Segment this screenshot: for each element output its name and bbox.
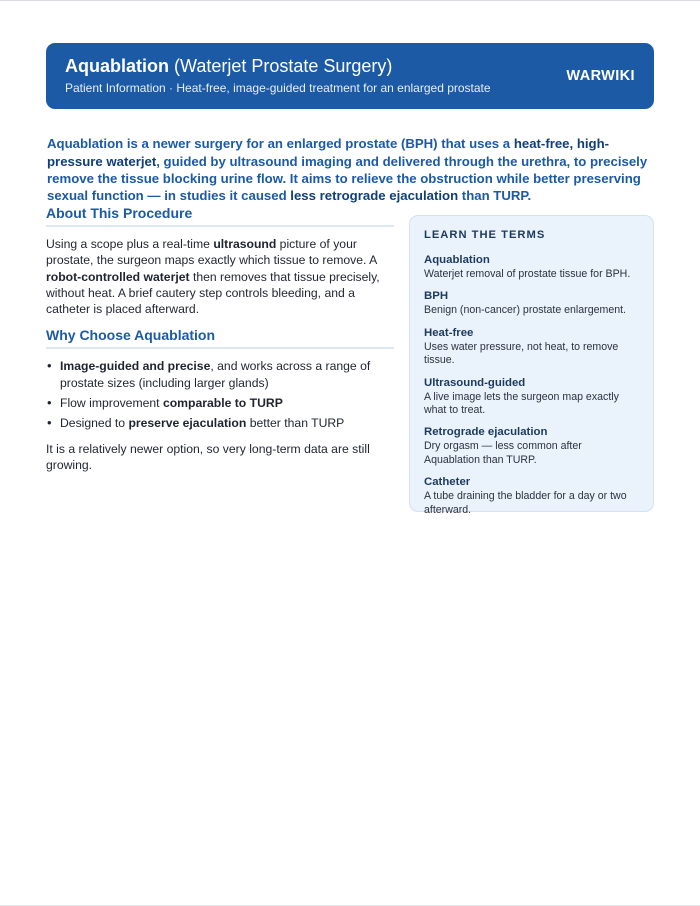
list-item [60, 358, 394, 391]
term-item [424, 475, 639, 517]
term-item [424, 376, 639, 418]
about-bold-2: robot-controlled waterjet [46, 269, 190, 284]
term-item [424, 253, 639, 281]
term-definition: Uses water pressure, not heat, to remove tissue. [424, 340, 619, 367]
bullet-bold: comparable to TURP [162, 396, 283, 411]
why-bullet-list [46, 358, 394, 431]
bullet-bold: preserve ejaculation [128, 416, 247, 431]
why-heading: Why Choose Aquablation [46, 327, 394, 349]
term-definition: A live image lets the surgeon map exactly what to treat. [424, 390, 619, 417]
about-bold-1: ultrasound [213, 237, 277, 251]
term-item [424, 326, 639, 368]
page-subtitle: Patient Information · Heat-free, image-guided treatment for an enlarged prostate [65, 81, 491, 95]
intro-text-1: Aquablation is a newer surgery for an enlarged prostate (BPH) that uses a [47, 136, 514, 152]
term-name: Ultrasound-guided [424, 376, 526, 389]
page-title [65, 56, 392, 77]
intro-text-2: , guided by ultrasound imaging and delivered through the urethra, to precisely remove the tissue blocking urine flow. It aims to relieve the obstruction while better preserving sexual function — in studies it caused [47, 153, 648, 204]
bullet-text: Flow improvement [60, 396, 163, 411]
term-definition: Benign (non-cancer) prostate enlargement. [424, 304, 626, 317]
term-name: Retrograde ejaculation [424, 426, 548, 439]
term-definition: Dry orgasm — less common after Aquablation than TURP. [424, 440, 582, 466]
terms-title: LEARN THE TERMS [424, 229, 546, 241]
term-name: BPH [424, 290, 449, 303]
list-item [60, 395, 394, 411]
list-item [60, 415, 394, 431]
term-name: Aquablation [424, 254, 490, 266]
brand-logo: WARWIKI [566, 68, 635, 84]
term-name: Catheter [424, 476, 471, 489]
intro-highlight-1: heat-free, high-pressure waterjet [47, 136, 610, 169]
about-heading: About This Procedure [46, 205, 394, 227]
about-paragraph [46, 236, 394, 317]
terms-panel [409, 215, 654, 516]
bullet-text: better than TURP [246, 416, 345, 431]
bullet-bold: Image-guided and precise [60, 359, 211, 374]
main-column [46, 205, 394, 473]
about-text-1: Using a scope plus a real-time [46, 237, 214, 251]
term-item [424, 289, 639, 317]
about-text-2: picture of your prostate, the surgeon maps exactly which tissue to remove. A [46, 237, 377, 268]
term-definition: A tube draining the bladder for a day or two afterward. [424, 490, 627, 516]
bullet-text: , and works across a range of prostate sizes (including larger glands) [60, 359, 371, 390]
title-rest: (Waterjet Prostate Surgery) [174, 56, 393, 76]
why-note: It is a relatively newer option, so very long-term data are still growing. [46, 441, 370, 472]
intro-highlight-2: less retrograde ejaculation [290, 188, 459, 204]
term-item [424, 425, 639, 467]
intro-paragraph [47, 135, 655, 205]
term-definition: Waterjet removal of prostate tissue for BPH. [424, 268, 631, 280]
about-text-3: then removes that tissue precisely, without heat. A brief cautery step controls bleeding, and a catheter is placed afterward. [46, 269, 380, 317]
intro-text-3: than TURP. [458, 188, 532, 204]
bullet-text: Designed to [60, 416, 129, 431]
header-banner [46, 43, 654, 109]
term-name: Heat-free [424, 326, 474, 339]
title-bold: Aquablation [65, 56, 169, 76]
